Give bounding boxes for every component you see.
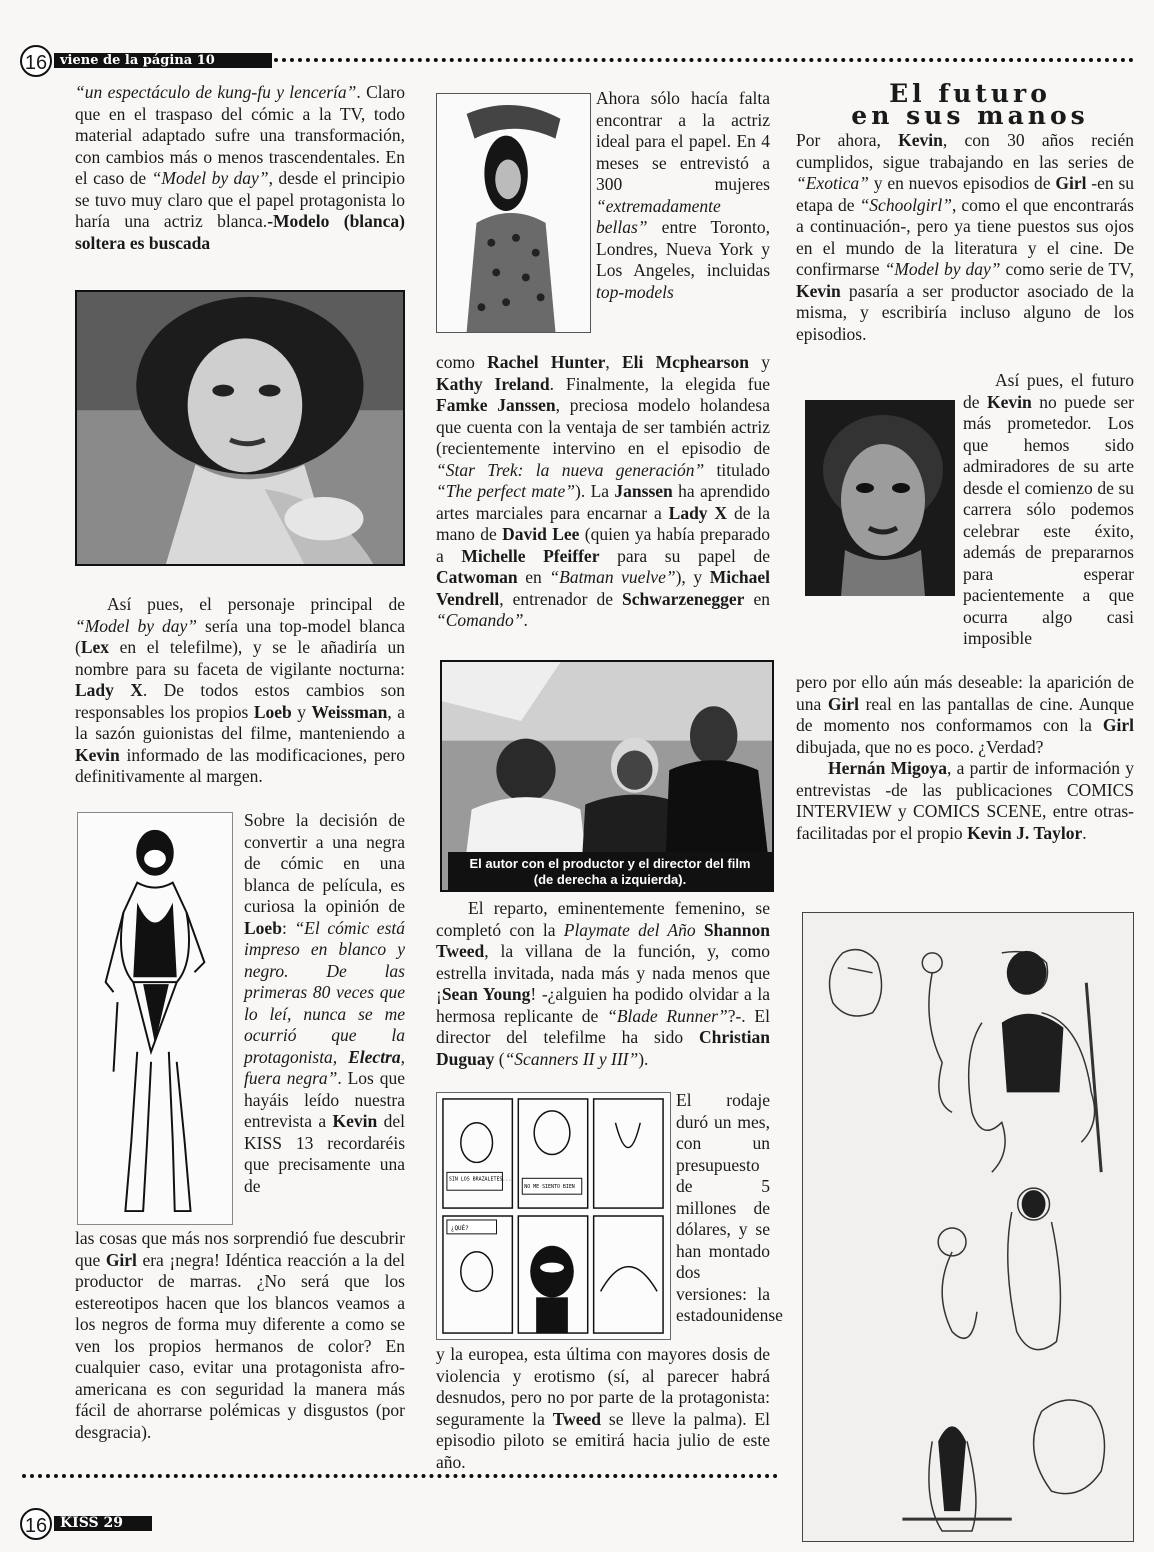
col2-paragraph-3: El rodaje duró un mes, con un presupuesto de 5 millones de dólares, y se han montado dos versiones: la estadounidense (676, 1090, 783, 1325)
footer-dotted-rule (22, 1474, 778, 1478)
col2-paragraph-2: El reparto, eminentemente femenino, se completó con la Playmate del Año Shannon Tweed, la villana de la función, y, como estrella invitada, nada más y nada menos que ¡Sean Young! -¿alguien ha podido olvidar a la hermosa replicante de “Blade Runner”?-. El director del telefilme ha sido Christian Duguay (“Scanners II y III”). (436, 898, 770, 1069)
comic-strip-panels (436, 1092, 671, 1340)
col1-paragraph-3: Sobre la decisión de convertir a una negra de cómic en una blanca de película, es curiosa la opinión de Loeb: “El cómic está impreso en blanco y negro. De las primeras 80 veces que lo leí, nunca se me ocurrió que la protagonista, Electra, fuera negra”. Los que hayáis leído nuestra entrevista a Kevin del KISS 13 recordaréis que precisamente una de (244, 810, 405, 1196)
col2-paragraph-1: Ahora sólo hacía falta encontrar a la actriz ideal para el papel. En 4 meses se entrevistó a 300 mujeres “extremadamente bellas” entre Toronto, Londres, Nueva York y Los Angeles, incluidas top-models (596, 88, 770, 302)
comic-balloon-1: SIN LOS BRAZALETES... (448, 1176, 512, 1183)
column-2-main (436, 352, 770, 632)
sidebar-title-line-1: El futuro (889, 79, 1051, 108)
column-2-lower (436, 898, 770, 1070)
photo-woman-portrait-sidebar (805, 400, 955, 596)
col1-paragraph-2: Así pues, el personaje principal de “Model by day” sería una top-model blanca (Lex en el telefilme), y se le añadiría un nombre para su faceta de vigilante nocturna: Lady X. De todos estos cambios son responsables los propios Loeb y Weissman, a la sazón guionistas del filme, manteniendo a Kevin informado de las modificaciones, pero definitivamente al margen. (75, 594, 405, 786)
photo-actress-portrait (75, 290, 405, 566)
column-2-bottom (436, 1344, 770, 1473)
photo-famke-janssen (436, 93, 591, 333)
column-1-beside-drawing (244, 810, 405, 1197)
comic-balloon-2: NO ME SIENTO BIEN (524, 1184, 575, 1191)
col1-paragraph-1: “un espectáculo de kung-fu y lencería”. Claro que en el traspaso del cómic a la TV, todo material adaptado sufre una transformación, con cambios más o menos trascendentales. En el caso de “Model by day”, desde el principio se tuvo muy claro que el papel protagonista lo haría una actriz blanca.-Modelo (blanca) soltera es buscada (75, 82, 405, 253)
col2-paragraph-1-cont: como Rachel Hunter, Eli Mcphearson y Kathy Ireland. Finalmente, la elegida fue Famke Janssen, preciosa modelo holandesa que cuenta con la ventaja de ser también actriz (recientemente intervino en el episodio de “Star Trek: la nueva generación” titulado “The perfect mate”). La Janssen ha aprendido artes marciales para encarnar a Lady X de la mano de David Lee (quien ya había preparado a Michelle Pfeiffer para su papel de Catwoman en “Batman vuelve”), y Michael Vendrell, entrenador de Schwarzenegger en “Comando”. (436, 352, 771, 630)
photo-caption: El autor con el productor y el director del film (de derecha a izquierda). (448, 852, 772, 890)
column-1-top (75, 82, 405, 254)
header-page-number: 16 (20, 45, 52, 77)
footer-page-number: 16 (20, 1508, 52, 1540)
column-3-middle (796, 672, 1134, 844)
column-3-beside-photo (963, 370, 1134, 650)
col3-paragraph-2: Así pues, el futuro de Kevin no puede ser más prometedor. Los que hemos sido admiradores de su arte desde el comienzo de su carrera sólo podemos celebrar este éxito, además de prepararnos para esperar pacientemente a que ocurra algo casi imposible (963, 370, 1134, 648)
sketch-sheet-character-studies (802, 912, 1134, 1542)
continued-from-tag: viene de la página 10 (54, 53, 272, 68)
column-1-middle (75, 594, 405, 788)
footer-magazine-tag: KISS 29 (54, 1516, 152, 1531)
header-dotted-rule (274, 58, 1134, 62)
col2-paragraph-3-cont: y la europea, esta última con mayores dosis de violencia y erotismo (sí, al parecer habrá desnudos, pero no por parte de la protagonista: seguramente la Tweed se lleve la palma). El episodio piloto se emitirá hacia julio de este año. (436, 1344, 771, 1472)
column-3-top (796, 130, 1134, 345)
comic-balloon-3: ¿QUÉ? (450, 1224, 469, 1232)
col3-credit-paragraph: Hernán Migoya, a partir de información y entrevistas -de las publicaciones COMICS INTERVIEW y COMICS SCENE, entre otras- facilitadas por el propio Kevin J. Taylor. (796, 758, 1134, 843)
sidebar-title-line-2: en sus manos (851, 101, 1089, 130)
drawing-lady-x-character (77, 812, 233, 1225)
col1-paragraph-4: las cosas que más nos sorprendió fue descubrir que Girl era ¡negra! Idéntica reacción a la del productor de marras. ¿No será que los estereotipos hacen que los blancos veamos a los negros de forma muy diferente a como se ven los propios hermanos de color? En cualquier caso, evitar una protagonista afro-americana es con seguridad la manera más fácil de ahorrarse polémicas y disgustos (por desgracia). (75, 1228, 405, 1442)
col3-paragraph-1: Por ahora, Kevin, con 30 años recién cumplidos, sigue trabajando en las series de “Exotica” y en nuevos episodios de Girl -en su etapa de “Schoolgirl”, como el que encontrarás a continuación-, pero ya tiene puestos sus ojos en el mundo de la literatura y el cine. De confirmarse “Model by day” como serie de TV, Kevin pasaría a ser productor asociado de la misma, y escribiría incluso alguno de los episodios. (796, 130, 1135, 344)
col3-paragraph-2-cont: pero por ello aún más deseable: la aparición de una Girl real en las pantallas de cine. Aunque de momento nos conformamos con la Girl dibujada, que no es poco. ¿Verdad? (796, 672, 1134, 757)
column-2-beside-comic (676, 1090, 783, 1327)
column-2-beside-photo (596, 88, 770, 303)
column-1-bottom (75, 1228, 405, 1443)
